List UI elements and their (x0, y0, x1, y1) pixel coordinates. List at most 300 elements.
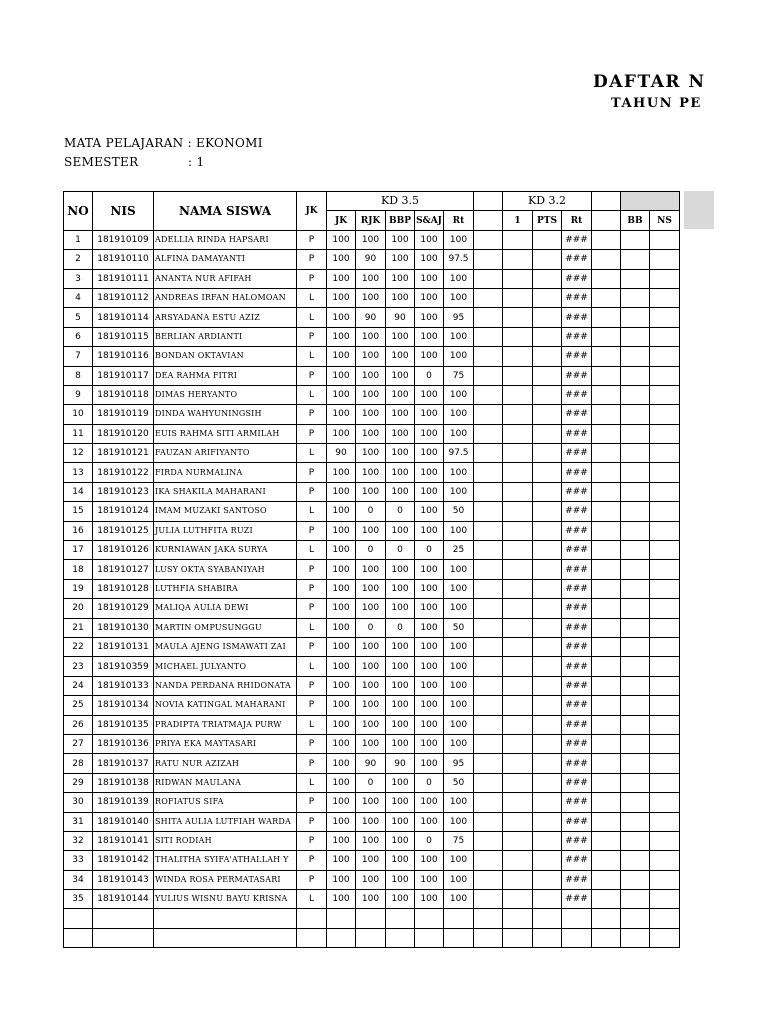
cell-kd35-saj: 100 (415, 793, 444, 812)
cell-kd35-jk: 100 (327, 560, 356, 579)
cell-blank-2 (592, 618, 621, 637)
cell-kd35-saj: 100 (415, 657, 444, 676)
cell-name: BONDAN OKTAVIAN (154, 347, 297, 366)
cell-kd35-rt: 100 (444, 269, 474, 288)
cell-kd35-bbp: 100 (386, 250, 415, 269)
header-blank-3 (621, 192, 680, 211)
cell-blank-2 (592, 909, 621, 928)
cell-kd35-jk: 100 (327, 773, 356, 792)
cell-blank-1 (474, 870, 503, 889)
cell-kd32-pts (533, 288, 562, 307)
cell-name (154, 909, 297, 928)
cell-kd35-bbp: 100 (386, 870, 415, 889)
cell-bb (621, 812, 650, 831)
cell-kd32-1 (503, 521, 533, 540)
cell-kd35-rjk: 100 (356, 579, 386, 598)
cell-nis: 181910143 (93, 870, 154, 889)
cell-kd32-rt: ### (562, 793, 592, 812)
cell-kd35-rjk: 0 (356, 618, 386, 637)
cell-jk: L (297, 308, 327, 327)
cell-kd35-rt: 100 (444, 812, 474, 831)
cell-kd32-pts (533, 851, 562, 870)
table-row (64, 230, 680, 249)
cell-kd35-saj: 100 (415, 579, 444, 598)
cell-kd35-bbp: 100 (386, 424, 415, 443)
cell-kd35-jk: 100 (327, 870, 356, 889)
cell-name: IMAM MUZAKI SANTOSO (154, 502, 297, 521)
cell-nis: 181910135 (93, 715, 154, 734)
header-blank-2 (592, 192, 621, 211)
cell-jk: L (297, 890, 327, 909)
cell-blank-2 (592, 230, 621, 249)
cell-kd35-bbp: 100 (386, 890, 415, 909)
cell-jk: P (297, 599, 327, 618)
cell-kd32-pts (533, 385, 562, 404)
cell-nis: 181910115 (93, 327, 154, 346)
cell-blank-1 (474, 773, 503, 792)
cell-kd35-bbp: 100 (386, 463, 415, 482)
cell-blank-1 (474, 269, 503, 288)
cell-ns (650, 230, 680, 249)
cell-blank-2 (592, 541, 621, 560)
cell-kd35-saj: 100 (415, 890, 444, 909)
cell-kd35-rt: 100 (444, 385, 474, 404)
table-row (64, 831, 680, 850)
cell-ns (650, 579, 680, 598)
cell-no: 5 (64, 308, 93, 327)
cell-ns (650, 637, 680, 656)
cell-kd32-1 (503, 715, 533, 734)
cell-nis: 181910124 (93, 502, 154, 521)
cell-kd35-rjk: 100 (356, 424, 386, 443)
cell-name: ARSYADANA ESTU AZIZ (154, 308, 297, 327)
cell-bb (621, 851, 650, 870)
cell-ns (650, 734, 680, 753)
cell-no: 35 (64, 890, 93, 909)
cell-kd35-rjk: 100 (356, 715, 386, 734)
cell-kd35-bbp: 100 (386, 812, 415, 831)
cell-kd35-bbp: 100 (386, 560, 415, 579)
cell-kd35-bbp: 90 (386, 754, 415, 773)
cell-blank-2 (592, 502, 621, 521)
cell-bb (621, 541, 650, 560)
cell-nis: 181910116 (93, 347, 154, 366)
cell-kd32-1 (503, 928, 533, 947)
cell-kd35-bbp: 100 (386, 637, 415, 656)
cell-kd35-saj: 100 (415, 269, 444, 288)
cell-jk: P (297, 870, 327, 889)
table-row (64, 424, 680, 443)
cell-jk: L (297, 502, 327, 521)
cell-name: LUSY OKTA SYABANIYAH (154, 560, 297, 579)
cell-no: 29 (64, 773, 93, 792)
cell-name: PRIYA EKA MAYTASARI (154, 734, 297, 753)
cell-kd35-rt: 97.5 (444, 444, 474, 463)
table-row (64, 696, 680, 715)
cell-kd35-jk: 100 (327, 599, 356, 618)
cell-jk: P (297, 676, 327, 695)
cell-no: 20 (64, 599, 93, 618)
cell-no: 33 (64, 851, 93, 870)
cell-blank-1 (474, 734, 503, 753)
cell-kd35-rjk (356, 928, 386, 947)
cell-kd35-bbp: 100 (386, 327, 415, 346)
cell-kd32-rt: ### (562, 579, 592, 598)
table-row (64, 657, 680, 676)
cell-blank-1 (474, 366, 503, 385)
cell-kd35-bbp: 100 (386, 288, 415, 307)
cell-nis: 181910139 (93, 793, 154, 812)
cell-blank-2 (592, 696, 621, 715)
cell-kd35-bbp: 100 (386, 230, 415, 249)
cell-no: 1 (64, 230, 93, 249)
cell-blank-2 (592, 676, 621, 695)
header-jk: JK (297, 192, 327, 231)
cell-kd32-rt: ### (562, 521, 592, 540)
cell-kd35-rjk: 100 (356, 444, 386, 463)
cell-no: 9 (64, 385, 93, 404)
table-row (64, 637, 680, 656)
cell-jk: L (297, 657, 327, 676)
cell-blank-2 (592, 890, 621, 909)
cell-kd35-rt: 50 (444, 502, 474, 521)
cell-kd32-rt: ### (562, 618, 592, 637)
cell-bb (621, 347, 650, 366)
cell-ns (650, 347, 680, 366)
cell-ns (650, 851, 680, 870)
semester-label: SEMESTER (64, 155, 139, 169)
cell-kd35-saj: 0 (415, 773, 444, 792)
cell-kd32-pts (533, 250, 562, 269)
header-kd32-0: 1 (503, 211, 533, 230)
cell-bb (621, 754, 650, 773)
cell-kd32-rt: ### (562, 541, 592, 560)
cell-jk: P (297, 831, 327, 850)
table-row (64, 308, 680, 327)
cell-kd32-rt: ### (562, 385, 592, 404)
cell-no: 15 (64, 502, 93, 521)
cell-kd35-rjk: 100 (356, 657, 386, 676)
cell-kd35-bbp: 100 (386, 347, 415, 366)
cell-name: NOVIA KATINGAL MAHARANI (154, 696, 297, 715)
cell-kd35-rt: 50 (444, 618, 474, 637)
cell-ns (650, 424, 680, 443)
cell-name: DEA RAHMA FITRI (154, 366, 297, 385)
cell-kd35-bbp (386, 928, 415, 947)
cell-blank-2 (592, 851, 621, 870)
cell-ns (650, 793, 680, 812)
cell-no: 31 (64, 812, 93, 831)
cell-ns (650, 909, 680, 928)
cell-kd32-1 (503, 851, 533, 870)
cell-kd35-rjk: 100 (356, 599, 386, 618)
table-row (64, 579, 680, 598)
cell-kd35-jk: 90 (327, 444, 356, 463)
cell-kd32-pts (533, 308, 562, 327)
cell-kd35-rjk: 100 (356, 463, 386, 482)
cell-kd35-rjk: 0 (356, 541, 386, 560)
cell-blank-1 (474, 463, 503, 482)
cell-blank-1 (474, 541, 503, 560)
cell-nis: 181910136 (93, 734, 154, 753)
cell-nis: 181910144 (93, 890, 154, 909)
cell-no: 3 (64, 269, 93, 288)
cell-ns (650, 269, 680, 288)
cell-kd32-1 (503, 754, 533, 773)
cell-kd32-pts (533, 890, 562, 909)
cell-name: DIMAS HERYANTO (154, 385, 297, 404)
cell-bb (621, 560, 650, 579)
cell-blank-1 (474, 754, 503, 773)
cell-kd35-rt: 100 (444, 793, 474, 812)
cell-name: FIRDA NURMALINA (154, 463, 297, 482)
cell-kd35-rjk: 100 (356, 269, 386, 288)
cell-jk (297, 928, 327, 947)
cell-no: 19 (64, 579, 93, 598)
cell-no: 4 (64, 288, 93, 307)
cell-kd35-rt: 100 (444, 424, 474, 443)
cell-kd35-rjk: 100 (356, 734, 386, 753)
cell-kd32-1 (503, 347, 533, 366)
cell-kd32-pts (533, 754, 562, 773)
cell-blank-1 (474, 502, 503, 521)
cell-bb (621, 928, 650, 947)
cell-kd35-saj: 100 (415, 347, 444, 366)
cell-kd32-rt: ### (562, 405, 592, 424)
cell-kd32-1 (503, 579, 533, 598)
cell-kd35-saj: 100 (415, 502, 444, 521)
cell-kd32-rt (562, 928, 592, 947)
cell-kd32-rt: ### (562, 890, 592, 909)
cell-kd35-jk: 100 (327, 890, 356, 909)
cell-nis: 181910118 (93, 385, 154, 404)
cell-ns (650, 288, 680, 307)
cell-no: 7 (64, 347, 93, 366)
cell-nis: 181910117 (93, 366, 154, 385)
cell-kd35-rjk: 100 (356, 831, 386, 850)
cell-nis: 181910134 (93, 696, 154, 715)
cell-nis: 181910121 (93, 444, 154, 463)
cell-ns (650, 599, 680, 618)
cell-no: 8 (64, 366, 93, 385)
cell-kd35-rjk: 100 (356, 793, 386, 812)
table-row (64, 405, 680, 424)
cell-kd32-1 (503, 463, 533, 482)
cell-ns (650, 541, 680, 560)
cell-blank-1 (474, 890, 503, 909)
cell-kd35-jk: 100 (327, 676, 356, 695)
cell-kd35-saj (415, 928, 444, 947)
cell-blank-2 (592, 579, 621, 598)
cell-bb (621, 366, 650, 385)
cell-kd32-rt: ### (562, 696, 592, 715)
cell-kd35-rt: 95 (444, 308, 474, 327)
cell-jk: P (297, 812, 327, 831)
cell-kd32-pts (533, 657, 562, 676)
cell-name: LUTHFIA SHABIRA (154, 579, 297, 598)
cell-nis (93, 909, 154, 928)
cell-kd35-jk: 100 (327, 754, 356, 773)
cell-bb (621, 773, 650, 792)
cell-nis: 181910122 (93, 463, 154, 482)
cell-nis: 181910140 (93, 812, 154, 831)
cell-kd32-rt: ### (562, 250, 592, 269)
cell-no: 11 (64, 424, 93, 443)
cell-kd32-pts (533, 831, 562, 850)
cell-bb (621, 482, 650, 501)
cell-blank-1 (474, 308, 503, 327)
cell-no: 22 (64, 637, 93, 656)
cell-kd35-saj: 100 (415, 327, 444, 346)
cell-no: 13 (64, 463, 93, 482)
empty-row (64, 928, 680, 947)
cell-bb (621, 288, 650, 307)
cell-nis: 181910138 (93, 773, 154, 792)
cell-kd35-rjk: 100 (356, 890, 386, 909)
cell-kd35-rt: 100 (444, 327, 474, 346)
cell-jk: P (297, 424, 327, 443)
cell-kd35-jk: 100 (327, 250, 356, 269)
cell-jk: P (297, 754, 327, 773)
cell-kd35-saj: 100 (415, 812, 444, 831)
cell-bb (621, 734, 650, 753)
cell-name: SHITA AULIA LUTFIAH WARDA (154, 812, 297, 831)
header-row-1 (64, 192, 680, 211)
cell-kd32-1 (503, 269, 533, 288)
cell-kd35-rt: 100 (444, 521, 474, 540)
cell-kd35-jk: 100 (327, 347, 356, 366)
cell-jk: P (297, 269, 327, 288)
cell-bb (621, 696, 650, 715)
header-kd35-4: Rt (444, 211, 474, 230)
cell-name: FAUZAN ARIFIYANTO (154, 444, 297, 463)
cell-nis: 181910141 (93, 831, 154, 850)
cell-kd35-rjk: 100 (356, 405, 386, 424)
cell-kd35-rt: 100 (444, 890, 474, 909)
cell-kd32-1 (503, 250, 533, 269)
cell-kd32-1 (503, 890, 533, 909)
header-tail-1: NS (650, 211, 680, 230)
cell-name: MICHAEL JULYANTO (154, 657, 297, 676)
cell-kd35-jk: 100 (327, 541, 356, 560)
header-blank-1 (474, 192, 503, 211)
cell-no (64, 909, 93, 928)
cell-kd35-rjk: 90 (356, 250, 386, 269)
cell-kd35-rjk: 100 (356, 288, 386, 307)
table-row (64, 444, 680, 463)
cell-ns (650, 715, 680, 734)
cell-kd32-pts (533, 347, 562, 366)
table-row (64, 715, 680, 734)
cell-kd35-bbp: 100 (386, 482, 415, 501)
cell-bb (621, 444, 650, 463)
cell-kd35-bbp: 0 (386, 541, 415, 560)
cell-kd32-1 (503, 230, 533, 249)
cell-kd35-jk: 100 (327, 657, 356, 676)
cell-kd32-1 (503, 444, 533, 463)
subject-label: MATA PELAJARAN : EKONOMI (64, 136, 263, 150)
cell-blank-2 (592, 444, 621, 463)
cell-kd35-rt: 95 (444, 754, 474, 773)
cell-blank-2 (592, 327, 621, 346)
cell-kd32-pts (533, 793, 562, 812)
cell-kd35-jk: 100 (327, 696, 356, 715)
cell-no: 2 (64, 250, 93, 269)
cell-kd35-rjk: 100 (356, 870, 386, 889)
cell-kd35-rjk: 100 (356, 347, 386, 366)
cell-kd32-pts (533, 366, 562, 385)
table-row (64, 618, 680, 637)
cell-kd35-rt: 100 (444, 579, 474, 598)
cell-kd35-rjk (356, 909, 386, 928)
cell-bb (621, 308, 650, 327)
cell-kd35-rt: 75 (444, 366, 474, 385)
cell-nis (93, 928, 154, 947)
cell-kd35-rt: 100 (444, 696, 474, 715)
cell-kd35-jk (327, 928, 356, 947)
cell-kd35-rt: 100 (444, 288, 474, 307)
cell-jk: P (297, 327, 327, 346)
header-name: NAMA SISWA (154, 192, 297, 231)
cell-jk: L (297, 541, 327, 560)
cell-kd35-rt (444, 928, 474, 947)
cell-kd32-pts (533, 734, 562, 753)
cell-ns (650, 405, 680, 424)
cell-kd35-bbp: 90 (386, 308, 415, 327)
cell-kd32-1 (503, 773, 533, 792)
cell-blank-2 (592, 657, 621, 676)
cell-name: NANDA PERDANA RHIDONATA (154, 676, 297, 695)
cell-jk (297, 909, 327, 928)
cell-kd35-rjk: 100 (356, 637, 386, 656)
cell-nis: 181910125 (93, 521, 154, 540)
cell-blank-1 (474, 444, 503, 463)
table-row (64, 599, 680, 618)
cell-kd35-jk: 100 (327, 812, 356, 831)
header-kd35-3: S&AJ (415, 211, 444, 230)
cell-name: BERLIAN ARDIANTI (154, 327, 297, 346)
cell-bb (621, 618, 650, 637)
cell-kd35-saj: 100 (415, 618, 444, 637)
cell-blank-2 (592, 812, 621, 831)
table-row (64, 560, 680, 579)
table-row (64, 250, 680, 269)
cell-kd32-1 (503, 502, 533, 521)
header-kd32: KD 3.2 (503, 192, 592, 211)
cell-ns (650, 773, 680, 792)
cell-blank-1 (474, 327, 503, 346)
cell-no: 27 (64, 734, 93, 753)
cell-blank-2 (592, 754, 621, 773)
cell-ns (650, 308, 680, 327)
table-row (64, 541, 680, 560)
cell-blank-2 (592, 521, 621, 540)
cell-kd35-jk: 100 (327, 579, 356, 598)
cell-nis: 181910128 (93, 579, 154, 598)
cell-bb (621, 269, 650, 288)
cell-kd32-pts (533, 599, 562, 618)
cell-kd35-saj: 100 (415, 444, 444, 463)
cell-kd35-rjk: 90 (356, 754, 386, 773)
cell-kd35-jk: 100 (327, 269, 356, 288)
cell-kd32-1 (503, 696, 533, 715)
cell-ns (650, 696, 680, 715)
cell-kd35-saj: 100 (415, 715, 444, 734)
cell-jk: P (297, 463, 327, 482)
cell-kd35-saj: 100 (415, 482, 444, 501)
cell-kd35-rt: 100 (444, 715, 474, 734)
cell-jk: P (297, 696, 327, 715)
